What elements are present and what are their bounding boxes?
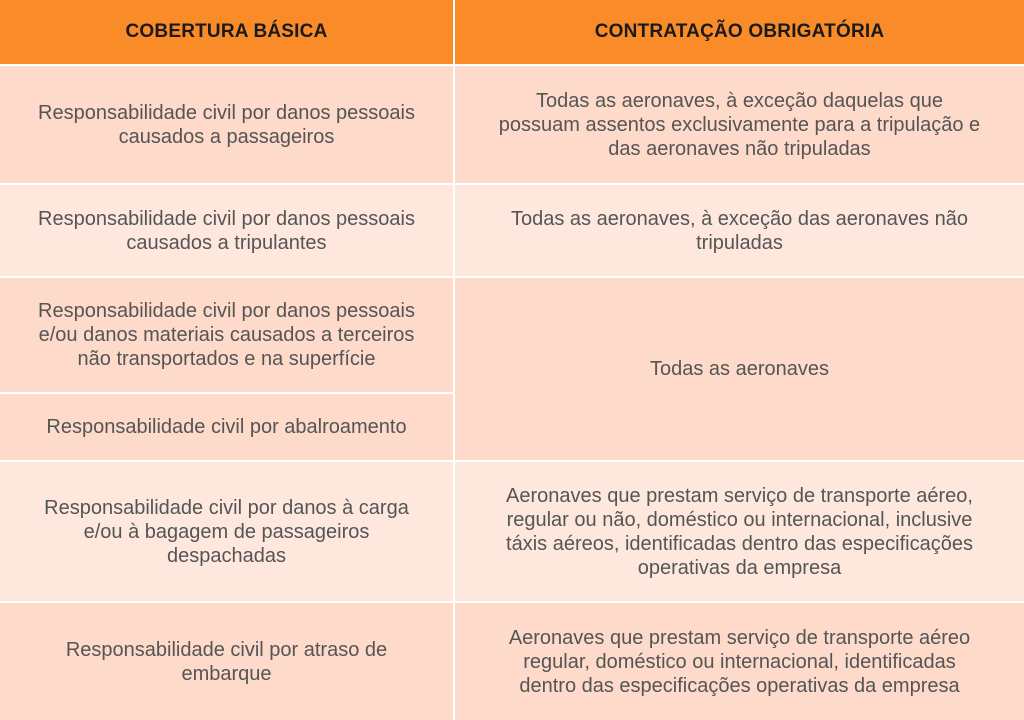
coverage-cell-tripulantes: Responsabilidade civil por danos pessoais causados a tripulantes [0, 185, 453, 276]
coverage-cell-passageiros: Responsabilidade civil por danos pessoais causados a passageiros [0, 66, 453, 183]
requirement-cell-tripulantes: Todas as aeronaves, à exceção das aeronaves não tripuladas [455, 185, 1024, 276]
requirement-cell-carga-bagagem: Aeronaves que prestam serviço de transporte aéreo, regular ou não, doméstico ou internacional, inclusive táxis aéreos, identificadas dentro das especificações operativas da empresa [455, 462, 1024, 601]
coverage-cell-carga-bagagem: Responsabilidade civil por danos à carga e/ou à bagagem de passageiros despachadas [0, 462, 453, 601]
requirement-cell-atraso-embarque: Aeronaves que prestam serviço de transporte aéreo regular, doméstico ou internacional, identificadas dentro das especificações operativas da empresa [455, 603, 1024, 720]
coverage-cell-atraso-embarque: Responsabilidade civil por atraso de embarque [0, 603, 453, 720]
requirement-cell-passageiros: Todas as aeronaves, à exceção daquelas que possuam assentos exclusivamente para a tripulação e das aeronaves não tripuladas [455, 66, 1024, 183]
coverage-cell-abalroamento: Responsabilidade civil por abalroamento [0, 394, 453, 460]
coverage-cell-terceiros: Responsabilidade civil por danos pessoais e/ou danos materiais causados a terceiros não transportados e na superfície [0, 278, 453, 392]
header-contratacao-obrigatoria: CONTRATAÇÃO OBRIGATÓRIA [455, 0, 1024, 64]
header-cobertura-basica: COBERTURA BÁSICA [0, 0, 453, 64]
requirement-cell-todas-aeronaves: Todas as aeronaves [455, 278, 1024, 460]
